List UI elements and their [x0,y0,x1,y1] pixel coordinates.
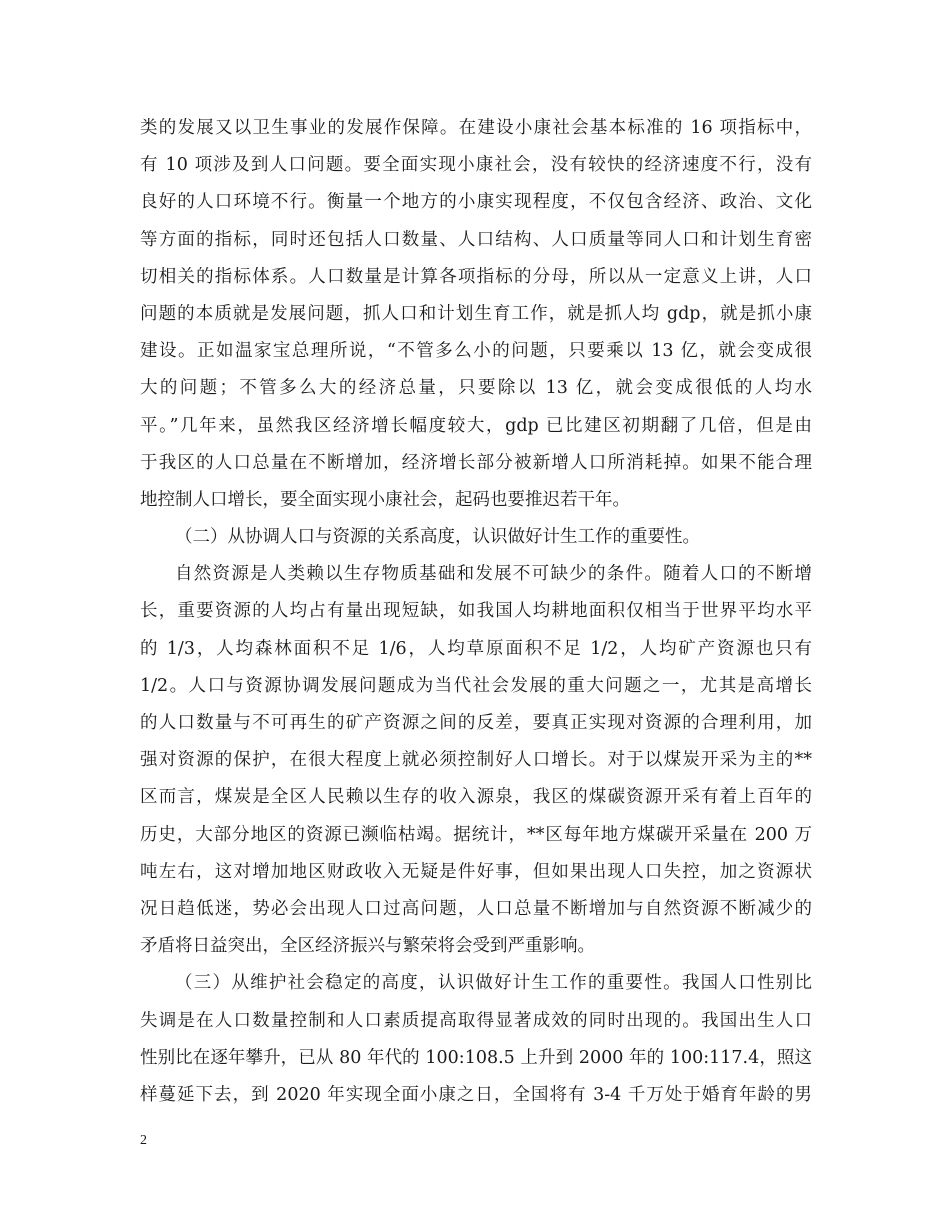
paragraph [140,556,812,965]
text-line: 自然资源是人类赖以生存物质基础和发展不可缺少的条件。随着人口的不断增 [175,564,812,585]
text-line: 良好的人口环境不行。衡量一个地方的小康实现程度，不仅包含经济、政治、文化 [140,192,812,213]
text-line: （三）从维护社会稳定的高度，认识做好计生工作的重要性。我国人口性别比 [175,973,812,994]
text-line: 况日趋低迷，势必会出现人口过高问题，人口总量不断增加与自然资源不断减少的 [140,898,812,919]
text-line: 的人口数量与不可再生的矿产资源之间的反差，要真正实现对资源的合理利用，加 [140,713,812,733]
text-line: 平。”几年来，虽然我区经济增长幅度较大，gdp 已比建区初期翻了几倍，但是由 [140,415,812,436]
text-line: 吨左右，这对增加地区财政收入无疑是件好事，但如果出现人口失控，加之资源状 [140,861,812,882]
paragraph [140,110,812,519]
text-line: 的 1/3，人均森林面积不足 1/6，人均草原面积不足 1/2，人均矿产资源也只有 [140,638,812,659]
text-line: 问题的本质就是发展问题，抓人口和计划生育工作，就是抓人均 gdp，就是抓小康 [140,303,812,324]
text-line: 长，重要资源的人均占有量出现短缺，如我国人均耕地面积仅相当于世界平均水平 [140,601,812,622]
section-heading [140,519,812,556]
text-line: 切相关的指标体系。人口数量是计算各项指标的分母，所以从一定意义上讲，人口 [140,266,812,287]
text-line: 地控制人口增长，要全面实现小康社会，起码也要推迟若干年。 [140,489,630,510]
text-line: 有 10 项涉及到人口问题。要全面实现小康社会，没有较快的经济速度不行，没有 [140,155,812,176]
text-line: 性别比在逐年攀升，已从 80 年代的 100:108.5 上升到 2000 年的 100:117.4，照这 [140,1047,812,1068]
text-line: 建设。正如温家宝总理所说，“不管多么小的问题，只要乘以 13 亿，就会变成很 [140,341,812,362]
text-line: 1/2。人口与资源协调发展问题成为当代社会发展的重大问题之一，尤其是高增长 [140,675,812,696]
paragraph [140,965,812,1114]
text-line: 等方面的指标，同时还包括人口数量、人口结构、人口质量等同人口和计划生育密 [140,229,812,250]
text-line: （二）从协调人口与资源的关系高度，认识做好计生工作的重要性。 [175,527,700,548]
text-line: 历史，大部分地区的资源已濒临枯竭。据统计，**区每年地方煤碳开采量在 200 万 [140,824,812,845]
page-number: 2 [140,1133,147,1148]
text-line: 大的问题；不管多么大的经济总量，只要除以 13 亿，就会变成很低的人均水 [140,378,812,399]
document-body [140,110,812,1114]
text-line: 矛盾将日益突出，全区经济振兴与繁荣将会受到严重影响。 [140,936,595,957]
text-line: 失调是在人口数量控制和人口素质提高取得显著成效的同时出现的。我国出生人口 [140,1010,812,1031]
text-line: 类的发展又以卫生事业的发展作保障。在建设小康社会基本标准的 16 项指标中， [140,118,812,138]
text-line: 样蔓延下去，到 2020 年实现全面小康之日，全国将有 3-4 千万处于婚育年龄的男 [140,1084,812,1105]
text-line: 区而言，煤炭是全区人民赖以生存的收入源泉，我区的煤碳资源开采有着上百年的 [140,787,812,808]
text-line: 强对资源的保护，在很大程度上就必须控制好人口增长。对于以煤炭开采为主的** [140,750,812,771]
text-line: 于我区的人口总量在不断增加，经济增长部分被新增人口所消耗掉。如果不能合理 [140,452,812,473]
